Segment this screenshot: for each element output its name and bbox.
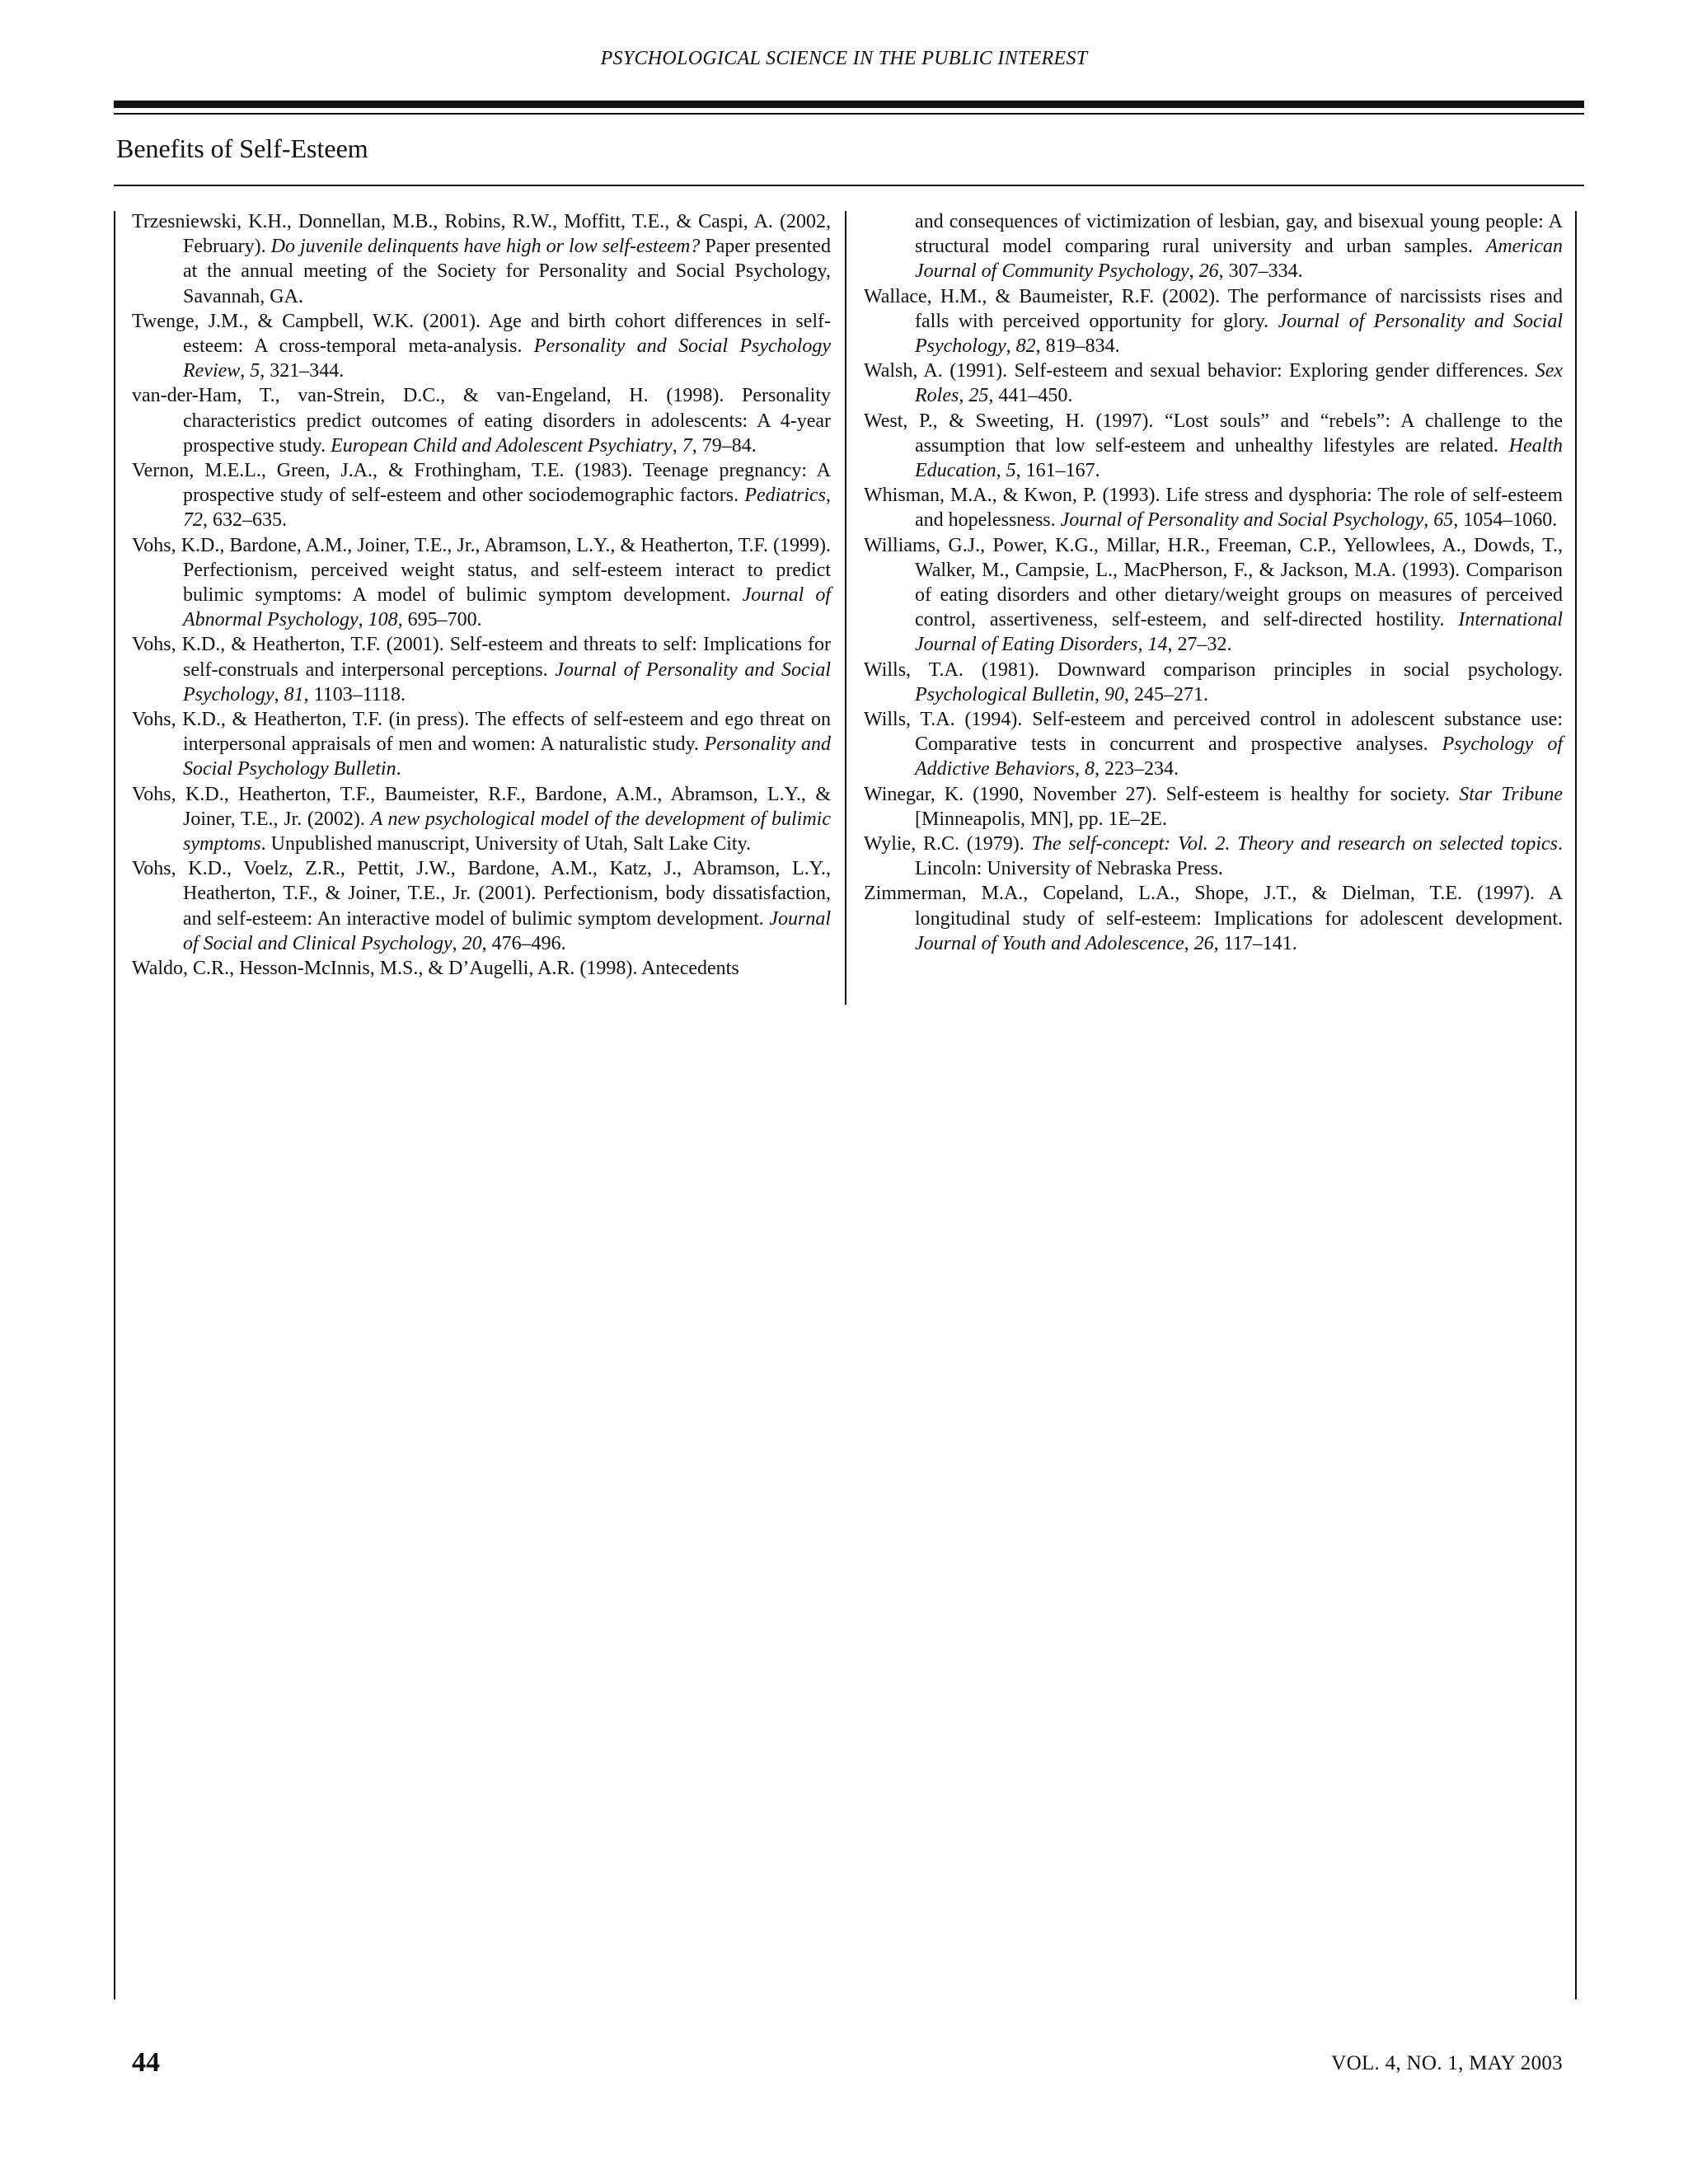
reference-text: Vohs, K.D., & Heatherton, T.F. (2001). Self-esteem and threats to self: Implications for self-construals and interpersonal perceptions. [132,634,831,681]
reference-entry [864,782,1563,832]
reference-italic-text: European Child and Adolescent Psychiatry [331,434,673,457]
reference-text: . Unpublished manuscript, University of Utah, Salt Lake City. [260,833,752,855]
reference-text: , 695–700. [397,609,482,631]
reference-text: Vohs, K.D., Heatherton, T.F., Baumeister, R.F., Bardone, A.M., Abramson, L.Y., & Joiner, T.E., Jr. (2002). [132,783,831,830]
reference-italic-text: Journal of Personality and Social Psychology [915,310,1564,358]
reference-text: , [452,932,462,954]
references-column-right [864,209,1563,956]
reference-italic-text: 26 [1198,260,1219,283]
references-column-left [132,209,831,981]
reference-italic-text: Pediatrics [744,485,826,507]
reference-italic-text: Do juvenile delinquents have high or low self-esteem? [270,236,701,258]
reference-text: , 117–141. [1213,932,1297,954]
reference-italic-text: American Journal of Community Psychology [915,236,1563,283]
reference-italic-text: Psychological Bulletin [915,683,1095,705]
reference-text: Vohs, K.D., Bardone, A.M., Joiner, T.E., Jr., Abramson, L.Y., & Heatherton, T.F. (1999). Perfectionism, perceived weight status, and self-esteem interact to predict bulimic symptoms: A model of bulimic symptom development. [132,534,831,607]
reference-entry [864,409,1563,484]
reference-entry [132,856,831,956]
reference-text: Paper presented at the annual meeting of the Society for Personality and Social Psychology, Savannah, GA. [183,236,832,307]
page-number: 44 [132,2047,160,2078]
reference-text: Vernon, M.E.L., Green, J.A., & Frothingham, T.E. (1983). Teenage pregnancy: A prospective study of self-esteem and other sociodemographic factors. [132,460,831,507]
reference-text: , [1423,509,1434,532]
reference-text: , 223–234. [1094,758,1179,780]
reference-text: Walsh, A. (1991). Self-esteem and sexual behavior: Exploring gender differences. [864,360,1536,382]
reference-text: and consequences of victimization of lesbian, gay, and bisexual young people: A structural model comparing rural university and urban samples. [915,211,1563,258]
reference-italic-text: Health Education [915,434,1563,482]
reference-text: , [240,360,251,382]
reference-text: , [1137,634,1148,656]
reference-entry [132,956,831,981]
reference-text: , [1184,932,1194,954]
reference-italic-text: 90 [1104,683,1124,705]
reference-entry [864,832,1563,881]
reference-text: van-der-Ham, T., van-Strein, D.C., & van-Engeland, H. (1998). Personality characteristics predict outcomes of eating disorders in adolescents: A 4-year prospective study. [132,385,831,457]
header-rule-thick [114,101,1584,108]
reference-text: Waldo, C.R., Hesson-McInnis, M.S., & D’Augelli, A.R. (1998). Antecedents [132,958,739,980]
reference-italic-text: The self-concept: Vol. 2. Theory and research on selected topics [1031,833,1558,855]
reference-italic-text: 65 [1433,509,1454,532]
reference-entry [132,707,831,782]
reference-text: , [358,609,368,631]
reference-italic-text: Journal of Social and Clinical Psychology [183,907,831,954]
section-rule [114,185,1584,186]
reference-italic-text: Journal of Personality and Social Psychology [183,658,831,705]
reference-entry [132,309,831,384]
reference-italic-text: 5 [250,360,260,382]
reference-text: , 307–334. [1218,260,1303,283]
reference-text: , 79–84. [692,434,757,457]
reference-text: . [396,758,401,780]
reference-text: , [1189,260,1199,283]
reference-text: Zimmerman, M.A., Copeland, L.A., Shope, J.T., & Dielman, T.E. (1997). A longitudinal study of self-esteem: Implications for adolescent development. [864,883,1563,930]
running-head: PSYCHOLOGICAL SCIENCE IN THE PUBLIC INTEREST [600,48,1088,69]
reference-italic-text: 20 [462,932,482,954]
reference-italic-text: International Journal of Eating Disorders [915,609,1563,656]
reference-entry [864,209,1563,284]
reference-entry [864,533,1563,658]
reference-text: , 27–32. [1167,634,1232,656]
reference-entry [132,383,831,458]
reference-italic-text: 81 [284,683,304,705]
reference-text: , 441–450. [988,385,1073,407]
reference-italic-text: Personality and Social Psychology Bulletin [183,733,831,780]
reference-text: , [274,683,284,705]
reference-entry [132,533,831,633]
reference-text: Wills, T.A. (1981). Downward comparison principles in social psychology. [864,658,1563,681]
reference-italic-text: 7 [682,434,692,457]
column-divider [845,211,846,1005]
reference-text: , [959,385,969,407]
reference-italic-text: 26 [1193,932,1214,954]
reference-entry [864,359,1563,408]
reference-text: , 245–271. [1123,683,1208,705]
reference-italic-text: Psychology of Addictive Behaviors [915,733,1563,780]
header-rule-thin [114,113,1584,115]
reference-entry [864,483,1563,532]
reference-text: , 1103–1118. [303,683,406,705]
reference-entry [864,707,1563,782]
reference-entry [132,782,831,857]
left-margin-rule [114,211,115,1999]
reference-text: Vohs, K.D., Voelz, Z.R., Pettit, J.W., Bardone, A.M., Katz, J., Abramson, L.Y., Heatherton, T.F., & Joiner, T.E., Jr. (2001). Perfectionism, body dissatisfaction, and self-esteem: An interactive model of bulimic symptom development. [132,858,831,930]
reference-text: Twenge, J.M., & Campbell, W.K. (2001). Age and birth cohort differences in self-esteem: A cross-temporal meta-analysis. [132,310,831,358]
reference-entry [864,881,1563,956]
reference-italic-text: 5 [1006,460,1016,482]
reference-text: Whisman, M.A., & Kwon, P. (1993). Life stress and dysphoria: The role of self-esteem and hopelessness. [864,485,1563,532]
reference-entry [132,632,831,707]
reference-entry [132,458,831,533]
reference-text: , [1074,758,1085,780]
reference-italic-text: 14 [1147,634,1168,656]
reference-text: , 161–167. [1015,460,1100,482]
reference-text: Vohs, K.D., & Heatherton, T.F. (in press). The effects of self-esteem and ego threat on interpersonal appraisals of men and women: A naturalistic study. [132,709,831,756]
right-margin-rule [1575,211,1577,1999]
reference-italic-text: Personality and Social Psychology Review [183,335,831,382]
reference-italic-text: A new psychological model of the development of bulimic symptoms [183,808,831,855]
reference-text: Williams, G.J., Power, K.G., Millar, H.R., Freeman, C.P., Yellowlees, A., Dowds, T., Walker, M., Campsie, L., MacPherson, F., & Jackson, M.A. (1993). Comparison of eating disorders and other dietary/weight groups on measures of perceived control, assertiveness, self-esteem, and self-directed hostility. [864,534,1563,631]
volume-info: VOL. 4, NO. 1, MAY 2003 [1331,2052,1563,2074]
reference-entry [864,658,1563,707]
reference-text: Winegar, K. (1990, November 27). Self-esteem is healthy for society. [864,783,1460,805]
reference-text: , 819–834. [1035,335,1120,358]
reference-italic-text: Star Tribune [1459,783,1563,805]
reference-text: , [826,485,831,507]
reference-italic-text: 108 [368,609,398,631]
reference-entry [132,209,831,309]
reference-text: Wallace, H.M., & Baumeister, R.F. (2002). The performance of narcissists rises and falls with perceived opportunity for glory. [864,285,1563,332]
reference-text: , [1006,335,1016,358]
reference-text: , 321–344. [260,360,345,382]
reference-italic-text: 82 [1015,335,1036,358]
reference-italic-text: 25 [968,385,989,407]
reference-italic-text: Sex Roles [915,360,1563,407]
reference-italic-text: Journal of Youth and Adolescence [915,932,1184,954]
reference-text: [Minneapolis, MN], pp. 1E–2E. [915,808,1167,830]
reference-text: , [1094,683,1104,705]
reference-italic-text: Journal of Personality and Social Psychology [1060,509,1424,532]
reference-text: , [672,434,682,457]
reference-text: Wylie, R.C. (1979). [864,833,1032,855]
reference-italic-text: 72 [183,509,203,532]
reference-text: Wills, T.A. (1994). Self-esteem and perceived control in adolescent substance use: Comparative tests in concurrent and prospective analyses. [864,709,1563,756]
reference-entry [864,284,1563,359]
reference-text: Trzesniewski, K.H., Donnellan, M.B., Robins, R.W., Moffitt, T.E., & Caspi, A. (2002, February). [132,211,831,258]
reference-italic-text: 8 [1084,758,1095,780]
section-title: Benefits of Self-Esteem [116,134,368,163]
reference-text: , 1054–1060. [1453,509,1558,532]
reference-text: . Lincoln: University of Nebraska Press. [915,833,1563,880]
reference-italic-text: Journal of Abnormal Psychology [183,584,831,631]
reference-text: , 632–635. [203,509,287,532]
reference-text: West, P., & Sweeting, H. (1997). “Lost souls” and “rebels”: A challenge to the assumption that low self-esteem and unhealthy lifestyles are related. [864,410,1563,457]
reference-text: , [996,460,1006,482]
reference-text: , 476–496. [481,932,566,954]
